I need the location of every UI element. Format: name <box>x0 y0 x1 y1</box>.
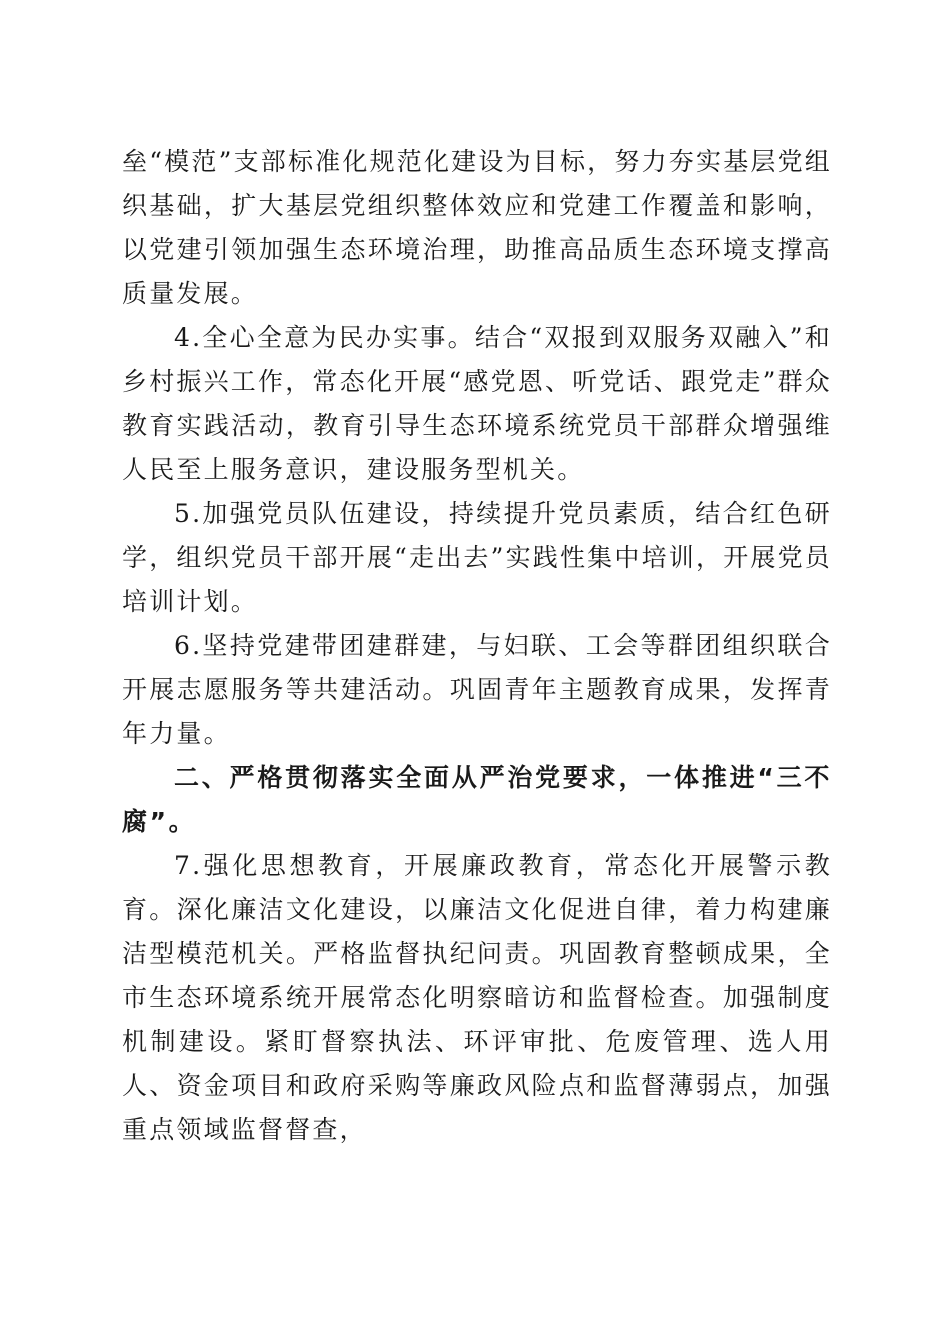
paragraph-item-7: 7.强化思想教育，开展廉政教育，常态化开展警示教育。深化廉洁文化建设，以廉洁文化促进自律，着力构建廉洁型模范机关。严格监督执纪问责。巩固教育整顿成果，全市生态环境系统开展常态化明察暗访和监督检查。加强制度机制建设。紧盯督察执法、环评审批、危废管理、选人用人、资金项目和政府采购等廉政风险点和监督薄弱点，加强重点领域监督督查， <box>122 851 832 1144</box>
paragraph-item-5: 5.加强党员队伍建设，持续提升党员素质，结合红色研学，组织党员干部开展“走出去”实践性集中培训，开展党员培训计划。 <box>122 499 832 616</box>
document-page <box>122 140 832 1152</box>
paragraph-item-6: 6.坚持党建带团建群建，与妇联、工会等群团组织联合开展志愿服务等共建活动。巩固青年主题教育成果，发挥青年力量。 <box>122 631 832 748</box>
paragraph-item-4: 4.全心全意为民办实事。结合“双报到双服务双融入”和乡村振兴工作，常态化开展“感党恩、听党话、跟党走”群众教育实践活动，教育引导生态环境系统党员干部群众增强维人民至上服务意识，建设服务型机关。 <box>122 323 832 484</box>
section-heading-2: 二、严格贯彻落实全面从严治党要求，一体推进“三不腐”。 <box>122 763 832 836</box>
paragraph-continuation: 垒“模范”支部标准化规范化建设为目标，努力夯实基层党组织基础，扩大基层党组织整体效应和党建工作覆盖和影响，以党建引领加强生态环境治理，助推高品质生态环境支撑高质量发展。 <box>122 147 832 308</box>
